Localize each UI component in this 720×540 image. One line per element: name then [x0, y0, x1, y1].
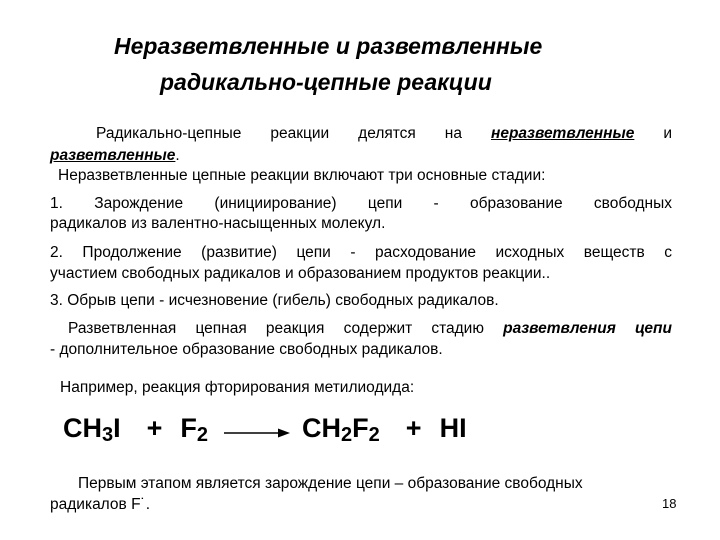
title-line-1: Неразветвленные и разветвленные	[114, 33, 543, 59]
intro-line-1	[96, 123, 672, 145]
intro-conj: и	[663, 125, 673, 142]
title-line-2: радикально-цепные реакции	[160, 69, 492, 95]
plus-sign-1: +	[146, 413, 163, 443]
stage-1-line-1: 1. Зарождение (инициирование) цепи - образование свободных	[50, 195, 672, 212]
page-number: 18	[662, 496, 677, 511]
first-stage-line-1: Первым этапом является зарождение цепи – образование свободных	[78, 475, 583, 492]
stage-2-line-2: участием свободных радикалов и образованием продуктов реакции..	[50, 265, 551, 282]
reaction-equation	[63, 410, 467, 448]
branched-line-1	[68, 318, 672, 340]
intro-line-2	[50, 145, 180, 167]
example-text: Например, реакция фторирования метилиодида:	[60, 379, 415, 396]
term-unbranched: неразветвленные	[490, 125, 635, 142]
stages-intro: Неразветвленные цепные реакции включают три основные стадии:	[58, 167, 546, 184]
branched-text: Разветвленная цепная реакция содержит стадию	[68, 320, 484, 337]
reactant-f2: $F_2$	[180, 413, 209, 446]
product-hi: HI	[439, 413, 467, 443]
first-stage-line-2: радикалов F˙.	[50, 496, 151, 513]
plus-sign-2: +	[405, 413, 422, 443]
reactant-ch3i: $CH_3I$	[63, 413, 121, 446]
stage-1-line-2: радикалов из валентно-насыщенных молекул.	[50, 215, 386, 232]
term-branched: разветвленные	[50, 147, 176, 164]
reaction-arrow-icon	[224, 412, 290, 448]
term-chain-branching: разветвления цепи	[503, 320, 672, 337]
stage-2-line-1: 2. Продолжение (развитие) цепи - расходование исходных веществ с	[50, 244, 672, 261]
intro-text: Радикально-цепные реакции делятся на	[96, 125, 462, 142]
stage-3-line-1: 3. Обрыв цепи - исчезновение (гибель) свободных радикалов.	[50, 292, 499, 309]
intro-period: .	[175, 147, 180, 164]
product-ch2f2: $CH_2F_2$	[302, 413, 380, 446]
branched-line-2: - дополнительное образование свободных радикалов.	[50, 341, 443, 358]
